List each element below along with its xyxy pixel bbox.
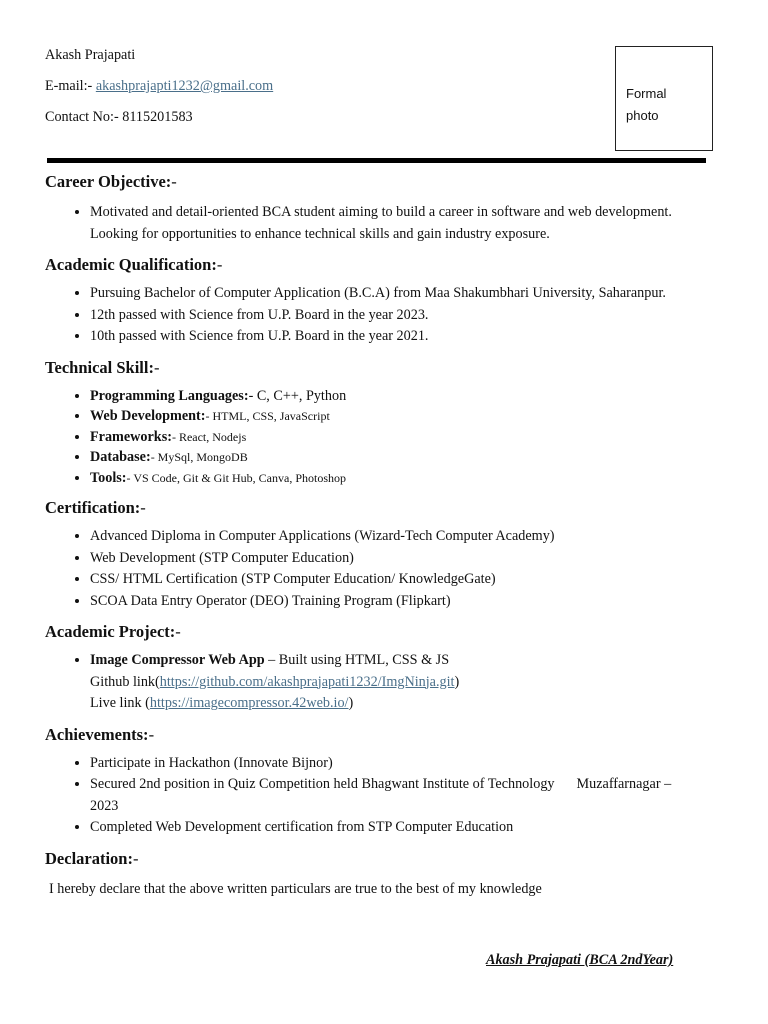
- list-item: • 12th passed with Science from U.P. Board in the year 2023.: [90, 305, 715, 327]
- list-item: • Completed Web Development certification from STP Computer Education: [90, 817, 715, 839]
- header-divider: [47, 158, 706, 163]
- section-declaration: [45, 847, 715, 899]
- list-item: • Secured 2nd position in Quiz Competition held Bhagwant Institute of Technology Muzaffarnagar – 2023: [90, 774, 715, 817]
- email-line: [45, 78, 273, 95]
- photo-text-line2: photo: [626, 108, 659, 123]
- section-heading: Academic Project:-: [45, 622, 181, 641]
- list-item: • Web Development (STP Computer Education): [90, 548, 715, 570]
- project-desc: – Built using HTML, CSS & JS: [264, 652, 450, 668]
- list-item: • Frameworks:- React, Nodejs: [90, 427, 715, 448]
- section-academic-qualification: [45, 253, 715, 348]
- contact-number: 8115201583: [122, 109, 193, 125]
- section-certification: [45, 496, 715, 612]
- live-link[interactable]: https://imagecompressor.42web.io/: [149, 695, 349, 711]
- email-link[interactable]: akashprajapti1232@gmail.com: [95, 78, 274, 94]
- contact-label: Contact No:-: [45, 109, 119, 125]
- contact-line: [45, 109, 193, 126]
- project-list: [45, 650, 715, 715]
- section-career-objective: [45, 170, 715, 245]
- list-item: • Programming Languages:- C, C++, Python: [90, 386, 715, 407]
- formal-photo-placeholder: [615, 46, 713, 151]
- list-item: • Tools:- VS Code, Git & Git Hub, Canva, Photoshop: [90, 468, 715, 489]
- signature: Akash Prajapati (BCA 2ndYear): [486, 952, 674, 968]
- list-item: • Advanced Diploma in Computer Applications (Wizard-Tech Computer Academy): [90, 526, 715, 548]
- project-name: Image Compressor Web App: [90, 652, 265, 668]
- section-technical-skill: [45, 356, 715, 489]
- certification-list: [45, 526, 715, 612]
- list-item: • SCOA Data Entry Operator (DEO) Training Program (Flipkart): [90, 591, 715, 613]
- list-item: • Motivated and detail-oriented BCA student aiming to build a career in software and web development. Looking for opportunities to enhance technical skills and gain industry exposure.: [90, 202, 715, 245]
- section-academic-project: [45, 620, 715, 715]
- section-achievements: [45, 723, 715, 839]
- list-item: • Pursuing Bachelor of Computer Application (B.C.A) from Maa Shakumbhari University, Saharanpur.: [90, 283, 715, 305]
- candidate-name: Akash Prajapati: [45, 47, 136, 63]
- section-heading: Technical Skill:-: [45, 357, 160, 377]
- list-item: • CSS/ HTML Certification (STP Computer Education/ KnowledgeGate): [90, 569, 715, 591]
- objective-list: [45, 202, 715, 245]
- achievements-list: [45, 753, 715, 839]
- section-heading: Declaration:-: [45, 848, 139, 868]
- list-item: • Participate in Hackathon (Innovate Bijnor): [90, 753, 715, 775]
- section-heading: Academic Qualification:-: [45, 255, 223, 274]
- academic-list: [45, 283, 715, 348]
- email-label: E-mail:-: [45, 78, 93, 94]
- section-heading: Certification:-: [45, 498, 146, 517]
- skills-list: [45, 386, 715, 489]
- resume-body: [45, 170, 715, 899]
- list-item: • Database:- MySql, MongoDB: [90, 447, 715, 468]
- list-item: • Web Development:- HTML, CSS, JavaScript: [90, 406, 715, 427]
- declaration-text: I hereby declare that the above written particulars are true to the best of my knowledge: [49, 880, 542, 897]
- photo-text-line1: Formal: [626, 86, 667, 101]
- section-heading: Achievements:-: [45, 724, 155, 744]
- list-item: • Image Compressor Web App – Built using HTML, CSS & JS Github link(https://github.com/akashprajapati1232/ImgNinja.git) Live link (https://imagecompressor.42web.io/): [90, 650, 715, 715]
- list-item: • 10th passed with Science from U.P. Board in the year 2021.: [90, 326, 715, 348]
- section-heading: Career Objective:-: [45, 172, 177, 191]
- github-link[interactable]: https://github.com/akashprajapati1232/ImgNinja.git: [159, 673, 455, 690]
